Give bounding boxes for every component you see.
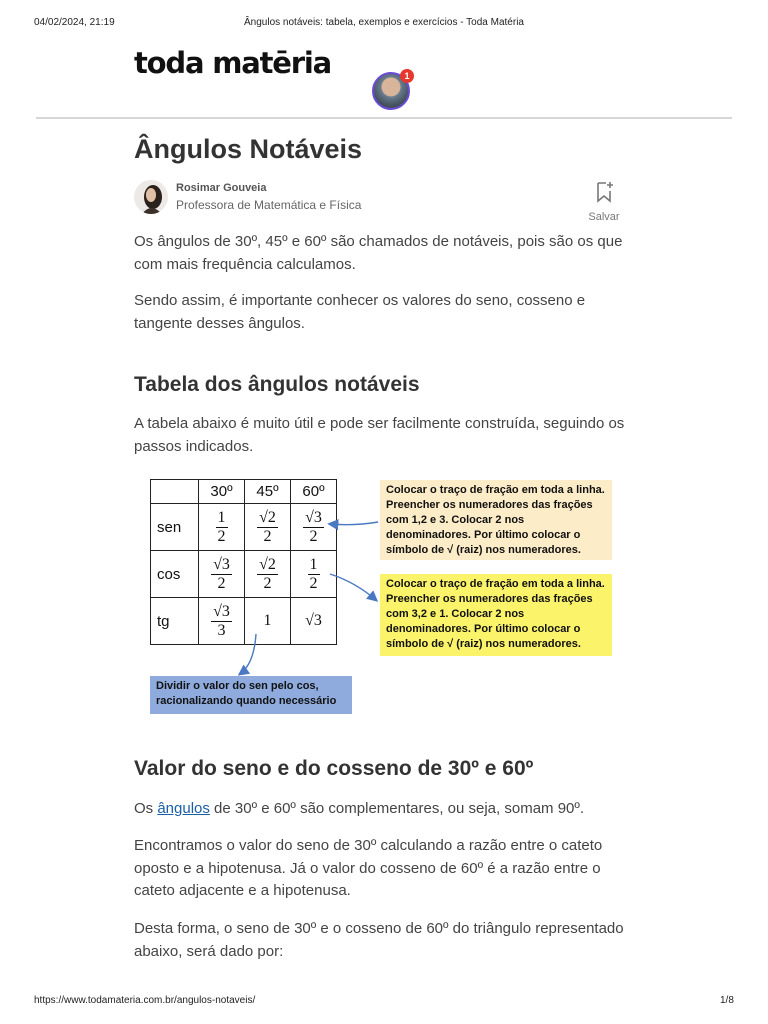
print-datetime: 04/02/2024, 21:19 bbox=[34, 17, 115, 28]
print-page-number: 1/8 bbox=[720, 995, 734, 1006]
notification-badge: 1 bbox=[400, 69, 414, 83]
arrow-from-cos-row bbox=[330, 574, 376, 600]
heading-table: Tabela dos ângulos notáveis bbox=[134, 373, 420, 396]
notable-angles-figure bbox=[140, 474, 620, 716]
cell-tg-45: 1 bbox=[245, 598, 291, 645]
bookmark-add-icon bbox=[592, 180, 616, 204]
paragraph-6: Desta forma, o seno de 30º e o cosseno de 60º do triângulo representado abaixo, será dado por: bbox=[134, 920, 624, 960]
row-label-tg: tg bbox=[151, 598, 199, 645]
author-role: Professora de Matemática e Física bbox=[176, 198, 362, 212]
heading-sin-cos: Valor do seno e do cosseno de 30º e 60º bbox=[134, 757, 534, 780]
angles-link[interactable]: ângulos bbox=[157, 800, 210, 817]
cell-tg-60: √3 bbox=[291, 598, 337, 645]
print-header bbox=[0, 17, 768, 31]
arrow-to-sen-row bbox=[330, 522, 378, 525]
header-60: 60º bbox=[291, 480, 337, 504]
save-button[interactable] bbox=[586, 180, 622, 223]
row-label-sen: sen bbox=[151, 504, 199, 551]
cell-sen-60: $\frac{√3}{2}$ bbox=[291, 504, 337, 551]
note-sen-row: Colocar o traço de fração em toda a linha. Preencher os numeradores das frações com 1,2 e 3. Colocar 2 nos denominadores. Por último colocar o símbolo de √ (raiz) nos numeradores. bbox=[380, 480, 612, 560]
author-name[interactable]: Rosimar Gouveia bbox=[176, 182, 267, 194]
header-45: 45º bbox=[245, 480, 291, 504]
paragraph-2: Sendo assim, é importante conhecer os valores do seno, cosseno e tangente desses ângulos. bbox=[134, 292, 586, 332]
paragraph-4: Os ângulos de 30º e 60º são complementares, ou seja, somam 90º. bbox=[134, 800, 585, 817]
cell-cos-60: $\frac{1}{2}$ bbox=[291, 551, 337, 598]
paragraph-3: A tabela abaixo é muito útil e pode ser facilmente construída, seguindo os passos indicados. bbox=[134, 415, 625, 455]
user-avatar[interactable] bbox=[372, 72, 410, 110]
page-title: Ângulos Notáveis bbox=[134, 134, 363, 164]
note-cos-row: Colocar o traço de fração em toda a linha. Preencher os numeradores das frações com 3,2 e 1. Colocar 2 nos denominadores. Por último colocar o símbolo de √ (raiz) nos numeradores. bbox=[380, 574, 612, 656]
row-label-cos: cos bbox=[151, 551, 199, 598]
save-label: Salvar bbox=[588, 211, 620, 223]
paragraph-5: Encontramos o valor do seno de 30º calculando a razão entre o cateto oposto e a hipotenusa. Já o valor do cosseno de 60º é a razão entre o cateto adjacente e a hipotenusa. bbox=[134, 837, 603, 899]
cell-sen-30: $\frac{1}{2}$ bbox=[199, 504, 245, 551]
header-divider bbox=[36, 117, 732, 119]
cell-cos-45: $\frac{√2}{2}$ bbox=[245, 551, 291, 598]
note-tg-row: Dividir o valor do sen pelo cos, racionalizando quando necessário bbox=[150, 676, 352, 714]
cell-sen-45: $\frac{√2}{2}$ bbox=[245, 504, 291, 551]
author-avatar bbox=[134, 180, 168, 214]
print-page-title: Ângulos notáveis: tabela, exemplos e exercícios - Toda Matéria bbox=[244, 17, 524, 28]
print-url: https://www.todamateria.com.br/angulos-notaveis/ bbox=[34, 995, 256, 1006]
header-30: 30º bbox=[199, 480, 245, 504]
cell-cos-30: $\frac{√3}{2}$ bbox=[199, 551, 245, 598]
arrow-to-tg-note bbox=[240, 634, 256, 674]
intro-paragraph: Os ângulos de 30º, 45º e 60º são chamados de notáveis, pois são os que com mais frequência calculamos. bbox=[134, 233, 623, 273]
cell-tg-30: $\frac{√3}{3}$ bbox=[199, 598, 245, 645]
site-logo[interactable]: toda matēria bbox=[134, 46, 331, 80]
annotation-arrows bbox=[140, 474, 620, 716]
